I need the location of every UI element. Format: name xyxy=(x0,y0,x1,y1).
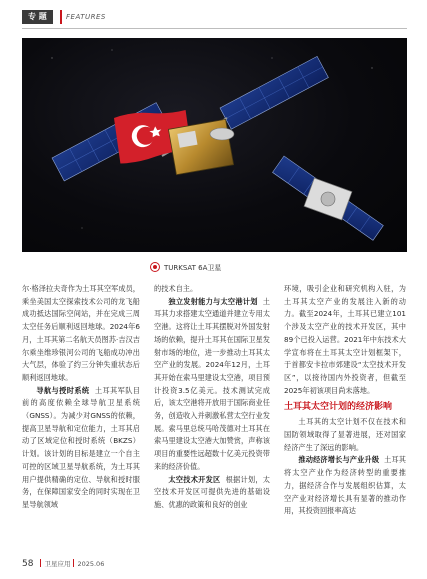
paragraph: 环境，吸引企业和研究机构入驻，为土耳其太空产业的发展注入新的动力。截至2024年，土耳其已建立101个涉及太空产业的技术开发区，其中89个已投入运营。2021年中东技术大学宣布将在土耳其太空计划框架下，于首都安卡拉市郊建设“太空技术开发区”，以接待国内外投资者，但截至2025年初该项目尚未落地。 xyxy=(284,284,406,395)
column-2 xyxy=(154,283,270,512)
paragraph xyxy=(154,474,270,512)
column-1 xyxy=(22,283,140,512)
page-footer xyxy=(22,558,104,570)
paragraph xyxy=(22,385,140,512)
paragraph: 的技术自主。 xyxy=(154,284,198,293)
paragraph: 土耳其的太空计划不仅在技术和国防领域取得了显著进展，还对国家经济产生了深远的影响。 xyxy=(284,417,406,452)
satellite-photo xyxy=(22,38,407,252)
second-satellite xyxy=(273,156,384,240)
footer-separator xyxy=(40,559,41,567)
paragraph xyxy=(154,296,270,474)
paragraph: 尔·格泽拉夫奇作为土耳其空军成员，乘坐美国太空探索技术公司的龙飞船成功抵达国际空间站，并在完成三周太空任务后顺利返回地球。2024年6月，土耳其第二名航天员图苏·吉汉吉尔乘坐维珍银河公司的飞船成功冲出大气层，体验了约三分钟失重状态后顺利返回地球。 xyxy=(22,284,140,382)
paragraph-text: 根据计划，太空技术开发区可提供先进的基础设施、优惠的政策和良好的创业 xyxy=(154,474,270,509)
solar-panel-right xyxy=(220,56,328,129)
satellite-body xyxy=(168,119,234,174)
subheading: 独立发射能力与太空港计划 xyxy=(168,296,258,306)
header-rule xyxy=(22,28,407,29)
section-heading: 土耳其太空计划的经济影响 xyxy=(284,402,393,413)
issue-date: 2025.06 xyxy=(77,560,105,568)
caption-bullet-icon xyxy=(150,262,160,272)
page-header xyxy=(0,0,427,34)
page-number: 58 xyxy=(22,559,34,569)
paragraph xyxy=(284,454,406,518)
paragraph-text: 土耳其将太空产业作为经济转型的重要推力，据经济合作与发展组织估算，太空产业对经济增长具有显著的推动作用，其投资回报率高达 xyxy=(284,455,406,516)
footer-separator xyxy=(73,559,74,567)
header-separator xyxy=(60,10,62,24)
subheading: 推动经济增长与产业升级 xyxy=(298,455,380,465)
section-tab: 专 题 xyxy=(22,10,53,24)
column-3 xyxy=(284,283,406,518)
satellite-illustration xyxy=(22,38,407,252)
figure-caption-text: TURKSAT 6A卫星 xyxy=(164,264,222,272)
paragraph-text: 土耳其军队目前的高度依赖全球导航卫星系统（GNSS）。为减少对GNSS的依赖，提高卫星导航和定位能力，土耳其启动了区域定位和授时系统（BKZS）计划。该计划的目标是建立一个自主可控的区域卫星导航系统，为土耳其用户提供精确的定位、导航和授时服务，在保障国家安全的同时实现在卫星导航领域 xyxy=(22,385,140,509)
subheading: 太空技术开发区 xyxy=(168,474,221,484)
paragraph-text: 土耳其力求搭建太空通道并建立专用太空港。这将让土耳其摆脱对外国发射场的依赖，提升土耳其在国际卫星发射市场的地位，进一步推动土耳其太空产业的发展。2024年12月，土耳其开始在索马里建设太空港，项目预计投资3.5亿美元。技术测试完成后，该太空港将开放用于国际商业任务，创造收入并刺激私营太空行业发展。索马里总统马哈茂德对土耳其在索马里建设太空港大加赞赏，声称该项目的重要性远超数十亿美元投资带来的经济价值。 xyxy=(154,296,270,471)
figure-caption xyxy=(150,261,221,275)
journal-name: 卫星应用 xyxy=(44,560,71,568)
subheading: 导航与授时系统 xyxy=(36,385,90,395)
section-label: FEATURES xyxy=(66,13,106,21)
